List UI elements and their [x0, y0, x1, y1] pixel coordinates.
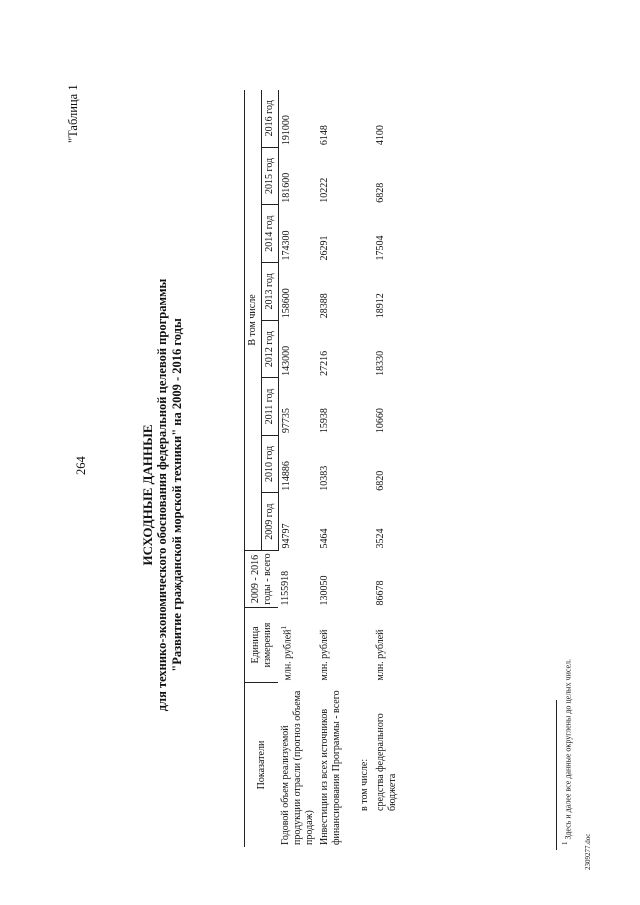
row-value: 94797 — [280, 523, 292, 549]
row-value: 26291 — [319, 235, 331, 261]
document-code: 2309277.doc — [584, 833, 592, 870]
row-value: 143000 — [280, 345, 292, 376]
header-unit: Единица измерения — [245, 608, 279, 683]
row-value: 27216 — [319, 350, 331, 376]
header-year: 2012 год — [261, 320, 278, 378]
header-total: 2009 - 2016 годы - всего — [245, 551, 279, 608]
row-total: 130050 — [319, 575, 331, 606]
page-title: ИСХОДНЫЕ ДАННЫЕ — [140, 424, 155, 566]
footnote-marker: 1 — [561, 841, 569, 845]
table-subheading-row — [345, 90, 373, 847]
row-indicator: Инвестиции из всех источников финансирования Программы - всего — [319, 690, 343, 845]
row-value: 10383 — [319, 465, 331, 491]
row-value: 10660 — [374, 408, 386, 434]
header-group: В том числе — [245, 90, 262, 551]
subtitle-line-2: "Развитие гражданской морской техники" на 2009 - 2016 годы — [170, 318, 184, 672]
row-value: 15938 — [319, 408, 331, 434]
row-value: 97735 — [280, 408, 292, 434]
header-year: 2015 год — [261, 147, 278, 205]
header-year: 2009 год — [261, 493, 278, 551]
footnote-text: Здесь и далее все данные округлены до целых чисел. — [563, 658, 573, 840]
table-row — [278, 90, 317, 847]
row-indicator: Годовой объем реализуемой продукции отрасли (прогноз объема продаж) — [280, 690, 315, 845]
row-total: 86678 — [374, 580, 386, 606]
data-table — [244, 90, 400, 847]
row-value: 174300 — [280, 230, 292, 261]
header-year: 2010 год — [261, 435, 278, 493]
table-label: "Таблица 1 — [66, 84, 80, 143]
footnote-ref: 1 — [280, 625, 289, 630]
subtitle-line-1: для технико-экономического обоснования федеральной целевой программы — [155, 278, 169, 712]
row-unit: млн. рублей — [319, 629, 331, 681]
header-year: 2014 год — [261, 205, 278, 263]
header-year: 2013 год — [261, 263, 278, 321]
row-value: 17504 — [374, 235, 386, 261]
row-value: 10222 — [319, 177, 331, 203]
header-year: 2011 год — [261, 378, 278, 435]
row-value: 6148 — [319, 125, 331, 146]
row-value: 181600 — [280, 172, 292, 203]
row-total: 1155918 — [280, 570, 292, 606]
row-unit: млн. рублей$^1$ — [280, 625, 294, 681]
row-value: 18912 — [374, 293, 386, 319]
row-value: 4100 — [374, 125, 386, 146]
row-indicator: средства федерального бюджета — [374, 713, 398, 811]
row-value: 6820 — [374, 470, 386, 491]
footnote — [561, 659, 573, 845]
page-number: 264 — [74, 456, 88, 475]
table-row — [317, 90, 345, 847]
header-year: 2016 год — [261, 90, 278, 147]
row-unit: млн. рублей — [374, 629, 386, 681]
footnote-separator — [556, 700, 557, 850]
row-value: 5464 — [319, 528, 331, 549]
row-value: 3524 — [374, 528, 386, 549]
row-value: 114886 — [280, 461, 292, 491]
row-value: 28388 — [319, 293, 331, 319]
table-row — [373, 90, 401, 847]
header-indicator: Показатели — [245, 683, 279, 848]
row-value: 191000 — [280, 115, 292, 146]
row-value: 18330 — [374, 350, 386, 376]
row-value: 6828 — [374, 182, 386, 203]
subheading: в том числе: — [359, 758, 371, 811]
row-value: 158600 — [280, 288, 292, 319]
